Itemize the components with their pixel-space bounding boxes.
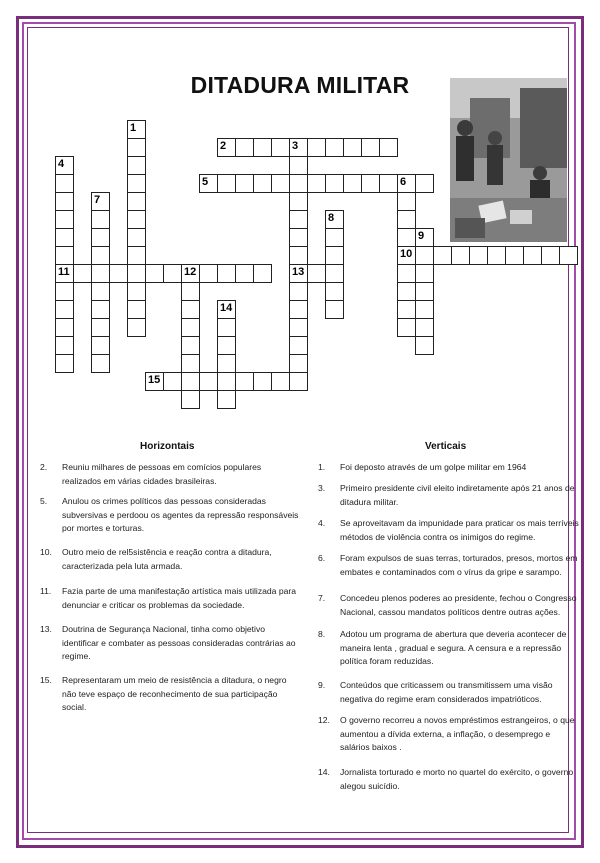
horizontais-heading: Horizontais <box>140 441 195 452</box>
clue-text-line: subversivas e perdoou os agentes da repressão responsáveis <box>62 509 299 520</box>
grid-cell[interactable] <box>253 138 272 157</box>
clue-text-line: métodos de violência contra os inimigos do regime. <box>340 531 536 542</box>
grid-cell[interactable] <box>163 264 182 283</box>
grid-cell[interactable] <box>307 264 326 283</box>
clue-text-line: Outro meio de rel5sistência e reação contra a ditadura, <box>62 547 272 557</box>
clue-text-line: política foram reduzidas. <box>340 656 434 666</box>
grid-cell[interactable] <box>217 264 236 283</box>
grid-cell[interactable] <box>289 246 308 265</box>
clue-number-label: 8 <box>328 212 335 224</box>
grid-cell[interactable] <box>91 264 110 283</box>
clue-number-label: 3 <box>292 140 299 152</box>
clue-number-label: 1 <box>130 122 137 134</box>
grid-cell[interactable] <box>55 300 74 319</box>
grid-cell[interactable] <box>397 192 416 211</box>
grid-cell[interactable] <box>415 174 434 193</box>
clue-text-line: Doutrina de Segurança Nacional, tinha como objetivo <box>62 624 266 634</box>
grid-cell[interactable] <box>325 300 344 319</box>
clue-number-label: 9 <box>418 230 425 242</box>
clue-number: 9. <box>318 680 326 690</box>
grid-cell[interactable] <box>127 300 146 319</box>
grid-cell[interactable] <box>217 354 236 373</box>
grid-cell[interactable] <box>415 282 434 301</box>
clue-number: 5. <box>40 496 48 506</box>
grid-cell[interactable] <box>217 318 236 337</box>
clue-number: 11. <box>40 586 52 596</box>
clue-text-line: Conteúdos que criticassem ou transmitissem uma visão <box>340 680 553 690</box>
clue-number: 2. <box>40 462 48 472</box>
grid-cell[interactable] <box>199 372 218 391</box>
grid-cell[interactable] <box>289 210 308 229</box>
grid-cell[interactable] <box>91 246 110 265</box>
clue-number-label: 13 <box>292 266 305 278</box>
grid-cell[interactable] <box>379 174 398 193</box>
horizontal-clue <box>40 623 300 664</box>
grid-cell[interactable] <box>217 390 236 409</box>
clue-number-label: 12 <box>184 266 197 278</box>
grid-cell[interactable] <box>253 372 272 391</box>
clue-number-label: 7 <box>94 194 101 206</box>
clue-text <box>340 552 577 579</box>
clue-text-line: salários baixos . <box>340 742 402 752</box>
grid-cell[interactable] <box>271 372 290 391</box>
grid-cell[interactable] <box>127 192 146 211</box>
vertical-clue <box>318 517 579 544</box>
clue-text-line: ditadura militar. <box>340 496 399 507</box>
grid-cell[interactable] <box>397 300 416 319</box>
grid-cell[interactable] <box>145 264 164 283</box>
grid-cell[interactable] <box>433 246 452 265</box>
grid-cell[interactable] <box>271 174 290 193</box>
horizontal-clue <box>40 585 300 612</box>
grid-cell[interactable] <box>325 264 344 283</box>
grid-cell[interactable] <box>91 354 110 373</box>
clue-text-line: negativa do regime eram considerados impatrióticos. <box>340 693 542 704</box>
grid-cell[interactable] <box>307 138 326 157</box>
clue-text-line: Reuniu milhares de pessoas em comícios populares <box>62 462 262 472</box>
grid-cell[interactable] <box>307 174 326 193</box>
vertical-clue <box>318 592 577 619</box>
grid-cell[interactable] <box>289 336 308 355</box>
clue-text-line: Adotou um programa de abertura que deveria acontecer de <box>340 629 567 639</box>
clue-number-label: 11 <box>58 266 70 278</box>
clue-number: 3. <box>318 483 326 493</box>
grid-cell[interactable] <box>289 228 308 247</box>
clue-text-line: O governo recorreu a novos empréstimos estrangeiros, o que <box>340 715 575 725</box>
grid-cell[interactable] <box>397 210 416 229</box>
clue-text-line: não teve espaço de reconhecimento de sua participação <box>62 688 278 699</box>
clue-number: 12. <box>318 715 330 725</box>
grid-cell[interactable] <box>415 246 434 265</box>
grid-cell[interactable] <box>325 174 344 193</box>
grid-cell[interactable] <box>55 246 74 265</box>
grid-cell[interactable] <box>361 174 380 193</box>
vertical-clue <box>318 461 568 475</box>
grid-cell[interactable] <box>415 336 434 355</box>
horizontal-clue <box>40 674 300 715</box>
clue-text <box>62 495 298 536</box>
clue-number-label: 5 <box>202 176 209 188</box>
grid-cell[interactable] <box>127 264 146 283</box>
grid-cell[interactable] <box>325 138 344 157</box>
clue-number-label: 10 <box>400 248 413 260</box>
grid-cell[interactable] <box>361 138 380 157</box>
grid-cell[interactable] <box>253 174 272 193</box>
grid-cell[interactable] <box>181 372 200 391</box>
grid-cell[interactable] <box>181 300 200 319</box>
clue-number-label: 4 <box>58 158 65 170</box>
clue-text <box>340 679 553 706</box>
grid-cell[interactable] <box>73 264 92 283</box>
grid-cell[interactable] <box>127 138 146 157</box>
grid-cell[interactable] <box>397 318 416 337</box>
grid-cell[interactable] <box>91 336 110 355</box>
grid-cell[interactable] <box>181 354 200 373</box>
grid-cell[interactable] <box>55 354 74 373</box>
horizontal-clue <box>40 495 300 536</box>
clue-number-label: 15 <box>148 374 161 386</box>
grid-cell[interactable] <box>55 282 74 301</box>
vertical-clue <box>318 628 568 669</box>
clue-text-line: por mortes e torturas. <box>62 523 145 533</box>
grid-cell[interactable] <box>289 372 308 391</box>
clue-text <box>340 766 573 793</box>
grid-cell[interactable] <box>181 282 200 301</box>
grid-cell[interactable] <box>289 318 308 337</box>
grid-cell[interactable] <box>127 282 146 301</box>
grid-cell[interactable] <box>325 282 344 301</box>
grid-cell[interactable] <box>235 264 254 283</box>
clue-number-label: 6 <box>400 176 407 188</box>
grid-cell[interactable] <box>217 336 236 355</box>
grid-cell[interactable] <box>91 300 110 319</box>
clue-number: 14. <box>318 767 330 777</box>
grid-cell[interactable] <box>469 246 488 265</box>
grid-cell[interactable] <box>217 174 236 193</box>
grid-cell[interactable] <box>55 318 74 337</box>
grid-cell[interactable] <box>487 246 506 265</box>
grid-cell[interactable] <box>253 264 272 283</box>
clue-text <box>340 628 566 669</box>
grid-cell[interactable] <box>127 228 146 247</box>
clue-text-line: identificar e combater as pessoas consideradas contrárias ao <box>62 637 296 648</box>
clue-number: 1. <box>318 462 326 472</box>
page-title: DITADURA MILITAR <box>190 72 410 98</box>
clue-text-line: realizados em várias cidades brasileiras. <box>62 475 217 486</box>
clue-text-line: Primeiro presidente civil eleito indiretamente após 21 anos de <box>340 483 575 493</box>
grid-cell[interactable] <box>415 300 434 319</box>
clue-text <box>62 585 296 612</box>
grid-cell[interactable] <box>55 210 74 229</box>
clue-text-line: Nacional, cassou mandatos políticos dentre outras ações. <box>340 606 561 617</box>
vertical-clue <box>318 766 574 793</box>
grid-cell[interactable] <box>127 318 146 337</box>
clue-text-line: alegou suicídio. <box>340 780 400 791</box>
clue-text-line: Se aproveitavam da impunidade para praticar os mais terríveis <box>340 518 579 528</box>
grid-cell[interactable] <box>559 246 578 265</box>
clue-text-line: Fazia parte de uma manifestação artística mais utilizada para <box>62 586 297 596</box>
clue-number: 8. <box>318 629 326 639</box>
grid-cell[interactable] <box>181 390 200 409</box>
grid-cell[interactable] <box>181 336 200 355</box>
clue-text-line: regime. <box>62 651 91 661</box>
grid-cell[interactable] <box>91 318 110 337</box>
clue-text-line: denunciar e criticar os problemas da sociedade. <box>62 599 245 610</box>
clue-text <box>340 517 579 544</box>
grid-cell[interactable] <box>235 372 254 391</box>
grid-cell[interactable] <box>289 282 308 301</box>
clue-text <box>62 461 261 488</box>
clue-number: 6. <box>318 553 326 563</box>
clue-text <box>62 546 272 573</box>
grid-cell[interactable] <box>289 300 308 319</box>
grid-cell[interactable] <box>289 192 308 211</box>
grid-cell[interactable] <box>55 336 74 355</box>
grid-cell[interactable] <box>451 246 470 265</box>
grid-cell[interactable] <box>289 174 308 193</box>
grid-cell[interactable] <box>91 228 110 247</box>
grid-cell[interactable] <box>91 210 110 229</box>
clue-text-line: Representaram um meio de resistência a ditadura, o negro <box>62 675 287 685</box>
grid-cell[interactable] <box>397 264 416 283</box>
grid-cell[interactable] <box>271 138 290 157</box>
clue-number: 4. <box>318 518 326 528</box>
clue-text <box>340 461 526 475</box>
clue-number: 13. <box>40 624 52 634</box>
grid-cell[interactable] <box>397 228 416 247</box>
clue-text <box>340 482 575 509</box>
grid-cell[interactable] <box>181 318 200 337</box>
grid-cell[interactable] <box>163 372 182 391</box>
vertical-clue <box>318 679 568 706</box>
clue-number-label: 14 <box>220 302 233 314</box>
vertical-clue <box>318 482 575 509</box>
grid-cell[interactable] <box>397 282 416 301</box>
vertical-clue <box>318 714 575 755</box>
clue-number: 15. <box>40 675 52 685</box>
grid-cell[interactable] <box>541 246 560 265</box>
grid-cell[interactable] <box>127 174 146 193</box>
verticais-heading: Verticais <box>425 441 467 452</box>
clue-number: 10. <box>40 547 52 557</box>
clue-text-line: social. <box>62 702 87 712</box>
grid-cell[interactable] <box>325 228 344 247</box>
clue-text-line: maneira lenta , gradual e segura. A censura e a repressão <box>340 642 562 653</box>
grid-cell[interactable] <box>55 174 74 193</box>
grid-cell[interactable] <box>289 156 308 175</box>
grid-cell[interactable] <box>289 354 308 373</box>
grid-cell[interactable] <box>505 246 524 265</box>
clue-text-line: Concedeu plenos poderes ao presidente, fechou o Congresso <box>340 593 577 603</box>
grid-cell[interactable] <box>415 318 434 337</box>
clue-text-line: caracterizada pela luta armada. <box>62 560 183 571</box>
clue-text-line: aumentou a dívida externa, a inflação, o desemprego e <box>340 728 551 739</box>
grid-cell[interactable] <box>55 192 74 211</box>
grid-cell[interactable] <box>109 264 128 283</box>
clue-text-line: Foram expulsos de suas terras, torturados, presos, mortos em <box>340 553 578 563</box>
grid-cell[interactable] <box>127 210 146 229</box>
grid-cell[interactable] <box>91 282 110 301</box>
grid-cell[interactable] <box>55 228 74 247</box>
grid-cell[interactable] <box>235 138 254 157</box>
grid-cell[interactable] <box>415 264 434 283</box>
grid-cell[interactable] <box>217 372 236 391</box>
grid-cell[interactable] <box>343 174 362 193</box>
clue-text-line: embates e contaminados com o vírus da gripe e sarampo. <box>340 566 562 577</box>
clue-text <box>340 714 575 755</box>
horizontal-clue <box>40 461 300 488</box>
grid-cell[interactable] <box>235 174 254 193</box>
clue-text <box>62 623 296 664</box>
vertical-clue <box>318 552 578 579</box>
grid-cell[interactable] <box>127 156 146 175</box>
grid-cell[interactable] <box>127 246 146 265</box>
grid-cell[interactable] <box>199 264 218 283</box>
clue-text <box>340 592 577 619</box>
horizontal-clue <box>40 546 300 573</box>
clue-text <box>62 674 287 715</box>
clue-text-line: Foi deposto através de um golpe militar em 1964 <box>340 462 527 472</box>
grid-cell[interactable] <box>379 138 398 157</box>
clue-number-label: 2 <box>220 140 227 152</box>
grid-cell[interactable] <box>325 246 344 265</box>
clue-text-line: Jornalista torturado e morto no quartel do exército, o governo <box>340 767 574 777</box>
grid-cell[interactable] <box>343 138 362 157</box>
clue-text-line: Anulou os crimes políticos das pessoas consideradas <box>62 496 266 506</box>
grid-cell[interactable] <box>523 246 542 265</box>
clue-number: 7. <box>318 593 326 603</box>
